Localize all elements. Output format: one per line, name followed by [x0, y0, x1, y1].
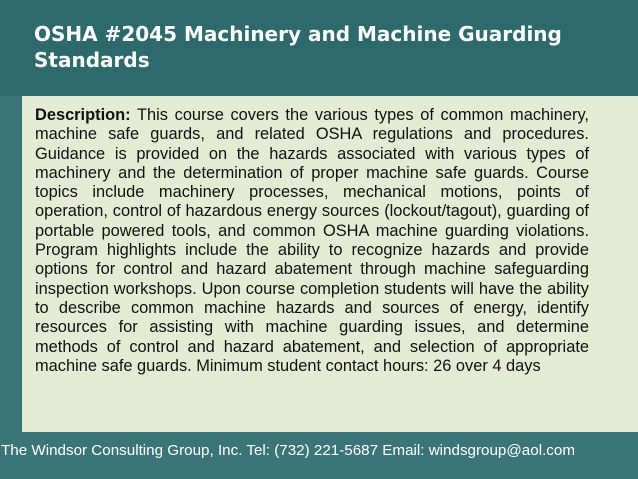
course-description [35, 106, 589, 376]
description-text: This course covers the various types of common machinery, machine safe guards, and related OSHA regulations and procedures. Guidance is provided on the hazards associated with various types of machinery and the determination of proper machine safe guards. Course topics include machinery processes, mechanical motions, points of operation, control of hazardous energy sources (lockout/tagout), guarding of portable powered tools, and common OSHA machine guarding violations. Program highlights include the ability to recognize hazards and provide options for control and hazard abatement through machine safeguarding inspection workshops. Upon course completion students will have the ability to describe common machine hazards and sources of energy, identify resources for assisting with machine guarding issues, and determine methods of control and hazard abatement, and selection of appropriate machine safe guards. Minimum student contact hours: 26 over 4 days [35, 106, 589, 375]
description-label: Description: [35, 106, 131, 124]
footer-contact: The Windsor Consulting Group, Inc. Tel: (732) 221-5687 Email: windsgroup@aol.com [1, 442, 575, 459]
slide-title: OSHA #2045 Machinery and Machine Guarding Standards [34, 22, 562, 72]
